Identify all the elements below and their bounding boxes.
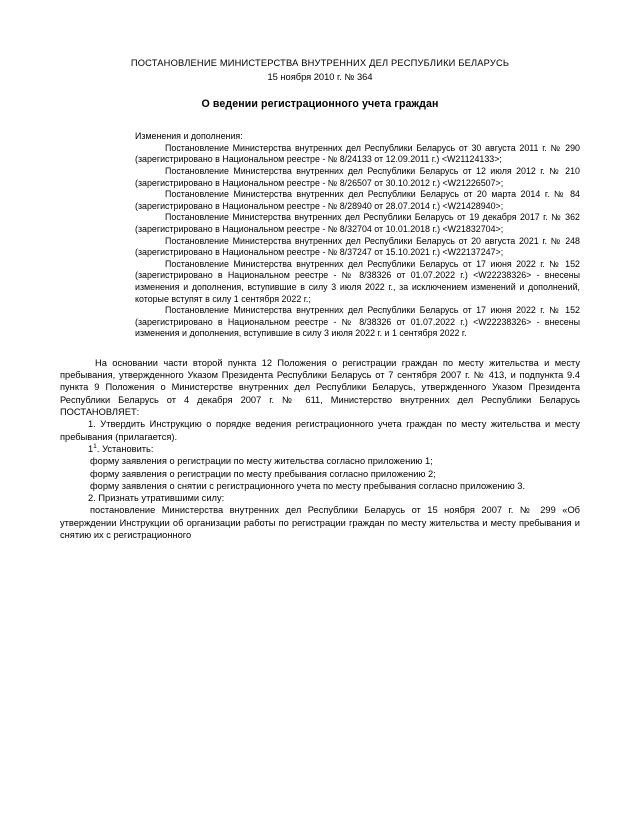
preamble-paragraph: На основании части второй пункта 12 Положения о регистрации граждан по месту жительства и месту пребывания, утвержденного Указом Президента Республики Беларусь от 7 сентября 2007 г. № 413, и подпункта 9.4 пункта 9 Положения о Министерстве внутренних дел Республики Беларусь, утвержденного Указом Президента Республики Беларусь от 4 декабря 2007 г. № 611, Министерство внутренних дел Республики Беларусь ПОСТАНОВЛЯЕТ:: [60, 357, 580, 418]
amendment-item: Постановление Министерства внутренних дел Республики Беларусь от 19 декабря 2017 г. № 362 (зарегистрировано в Национальном реестре - № 8/32704 от 10.01.2018 г.) <W21832704>;: [135, 212, 580, 234]
clause-1-1-number: 1: [88, 443, 94, 454]
document-heading: О ведении регистрационного учета граждан: [201, 98, 439, 111]
clause-1-1-superscript: 1: [93, 442, 97, 450]
amendment-item: Постановление Министерства внутренних дел Республики Беларусь от 20 августа 2021 г. № 248 (зарегистрировано в Национальном реестре - № 8/37247 от 15.10.2021 г.) <W22137247>;: [135, 235, 580, 258]
clause-2: 2. Признать утратившими силу:: [88, 493, 225, 504]
clause-1-1-sub-c: форму заявления о снятии с регистрационного учета по месту пребывания согласно приложению 3.: [90, 480, 526, 491]
amendments-intro: Изменения и дополнения:: [135, 131, 243, 142]
amendment-item: Постановление Министерства внутренних дел Республики Беларусь от 30 августа 2011 г. № 290 (зарегистрировано в Национальном реестре - № 8/24133 от 12.09.2011 г.) <W21124133>;: [135, 142, 580, 165]
main-body: [60, 357, 580, 541]
clause-2-sub-a: постановление Министерства внутренних дел Республики Беларусь от 15 ноября 2007 г. № 299 «Об утверждении Инструкции об организации работы по регистрации граждан по месту жительства и месту пребывания и снятию их с регистрационного: [60, 505, 580, 541]
clause-1-1-sub-b: форму заявления о регистрации по месту пребывания согласно приложению 2;: [90, 468, 436, 479]
amendment-item: Постановление Министерства внутренних дел Республики Беларусь от 20 марта 2014 г. № 84 (зарегистрировано в Национальном реестре - № 8/28940 от 28.07.2014 г.) <W21428940>;: [135, 189, 580, 211]
amendment-item: Постановление Министерства внутренних дел Республики Беларусь от 17 июня 2022 г. № 152 (зарегистрировано в Национальном реестре - № 8/38326 от 01.07.2022 г.) <W22238326> - внесены изменения и дополнения, вступившие в силу 3 июля 2022 г. и 1 сентября 2022 г.: [135, 305, 580, 339]
document-title: ПОСТАНОВЛЕНИЕ МИНИСТЕРСТВА ВНУТРЕННИХ ДЕЛ РЕСПУБЛИКИ БЕЛАРУСЬ: [130, 58, 510, 68]
clause-1: 1. Утвердить Инструкцию о порядке ведения регистрационного учета граждан по месту жительства и месту пребывания (прилагается).: [60, 419, 580, 442]
clause-1-1-sub-a: форму заявления о регистрации по месту жительства согласно приложению 1;: [90, 456, 433, 467]
amendment-item: Постановление Министерства внутренних дел Республики Беларусь от 17 июня 2022 г. № 152 (зарегистрировано в Национальном реестре - № 8/38326 от 01.07.2022 г.) <W22238326> - внесены изменения и дополнения, вступившие в силу 3 июля 2022 г., за исключением изменений и дополнений, которые вступят в силу 1 сентября 2022 г.;: [135, 258, 580, 304]
amendments-section: [135, 131, 580, 340]
amendment-item: Постановление Министерства внутренних дел Республики Беларусь от 12 июля 2012 г. № 210 (зарегистрировано в Национальном реестре - № 8/26507 от 30.10.2012 г.) <W21226507>;: [135, 165, 580, 188]
clause-1-1: [60, 443, 580, 455]
clause-1-1-label: . Установить:: [96, 443, 154, 454]
document-content: [60, 57, 580, 541]
document-date-number: 15 ноября 2010 г. № 364: [267, 71, 373, 82]
